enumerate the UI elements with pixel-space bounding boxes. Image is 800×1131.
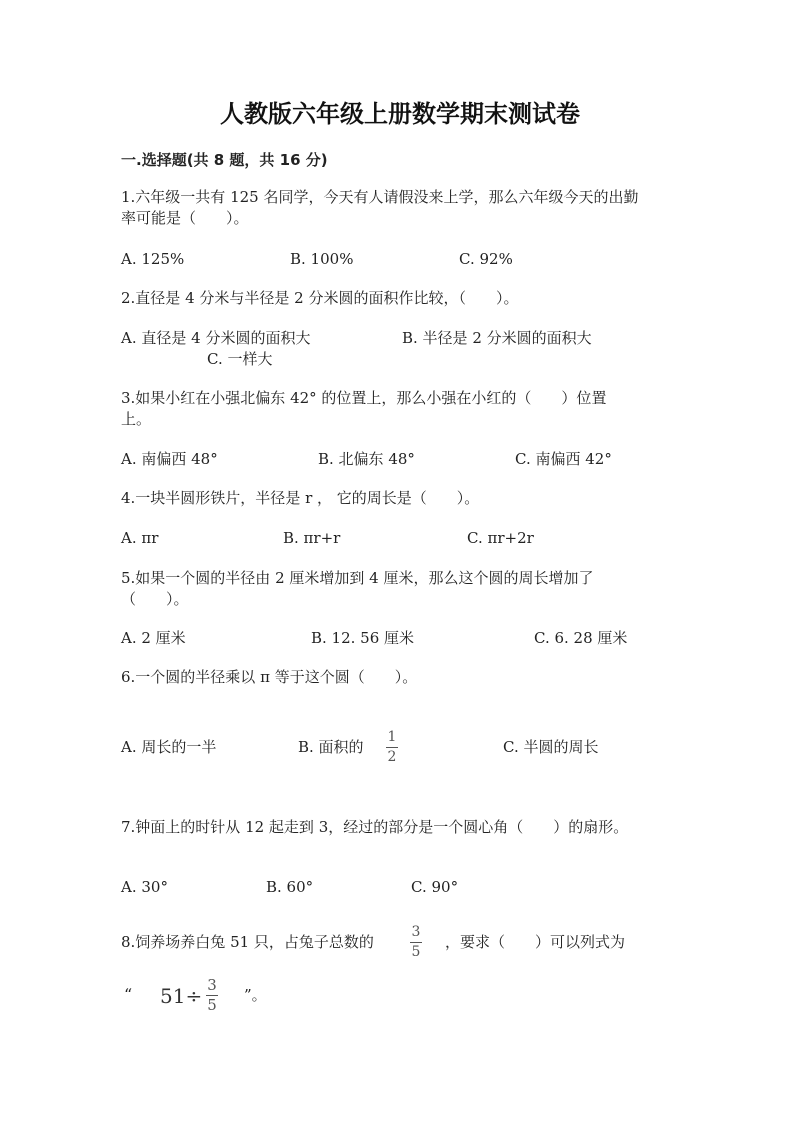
- question-7-option-a: A. 30°: [121, 878, 168, 896]
- fraction-bar: [410, 942, 422, 943]
- question-3-option-b: B. 北偏东 48°: [318, 450, 415, 468]
- question-4-option-c: C. πr+2r: [467, 529, 534, 547]
- question-3-option-c: C. 南偏西 42°: [515, 450, 612, 468]
- fraction-numerator: 3: [207, 976, 217, 994]
- question-8-close-quote: ”。: [244, 986, 267, 1004]
- page-title: 人教版六年级上册数学期末测试卷: [220, 100, 580, 128]
- question-3-line-2: 上。: [121, 410, 152, 428]
- question-5-option-c: C. 6. 28 厘米: [534, 629, 628, 647]
- question-1-option-b: B. 100%: [290, 250, 354, 268]
- question-8-text-after: ，要求（ ）可以列式为: [445, 933, 626, 951]
- question-8-fraction: [408, 924, 424, 961]
- fraction-denominator: 5: [207, 996, 217, 1014]
- question-2-option-b: B. 半径是 2 分米圆的面积大: [402, 329, 592, 347]
- question-2-option-c: C. 一样大: [207, 350, 273, 368]
- fraction-numerator: 1: [387, 729, 397, 745]
- question-6-fraction: [384, 729, 400, 766]
- question-8-expression: 51÷: [160, 984, 203, 1008]
- question-4-option-a: A. πr: [121, 529, 159, 547]
- question-6-option-a: A. 周长的一半: [121, 738, 217, 756]
- question-5-line-1: 5.如果一个圆的半径由 2 厘米增加到 4 厘米，那么这个圆的周长增加了: [121, 569, 594, 587]
- question-1-line-1: 1.六年级一共有 125 名同学，今天有人请假没来上学，那么六年级今天的出勤: [121, 188, 639, 206]
- fraction-denominator: 5: [411, 944, 421, 960]
- question-1-line-2: 率可能是（ ）。: [121, 209, 249, 227]
- question-8-open-quote: “: [124, 985, 133, 1004]
- question-3-line-1: 3.如果小红在小强北偏东 42° 的位置上，那么小强在小红的（ ）位置: [121, 389, 607, 407]
- question-6-option-c: C. 半圆的周长: [503, 738, 599, 756]
- question-2-text: 2.直径是 4 分米与半径是 2 分米圆的面积作比较，（ ）。: [121, 289, 519, 307]
- question-4-option-b: B. πr+r: [283, 529, 341, 547]
- question-7-option-c: C. 90°: [411, 878, 459, 896]
- question-5-option-b: B. 12. 56 厘米: [311, 629, 415, 647]
- section-heading: 一.选择题(共 8 题，共 16 分): [121, 151, 328, 169]
- fraction-bar: [386, 747, 398, 748]
- question-8-text-before: 8.饲养场养白兔 51 只，占兔子总数的: [121, 933, 374, 951]
- question-8-expression-fraction: [204, 977, 220, 1014]
- question-2-option-a: A. 直径是 4 分米圆的面积大: [121, 329, 311, 347]
- question-4-text: 4.一块半圆形铁片，半径是 r ， 它的周长是（ ）。: [121, 489, 480, 507]
- question-5-line-2: （ ）。: [121, 590, 189, 608]
- question-7-option-b: B. 60°: [266, 878, 314, 896]
- question-7-text: 7.钟面上的时针从 12 起走到 3，经过的部分是一个圆心角（ ）的扇形。: [121, 818, 629, 836]
- question-3-option-a: A. 南偏西 48°: [121, 450, 218, 468]
- question-1-option-a: A. 125%: [121, 250, 185, 268]
- fraction-numerator: 3: [411, 924, 421, 940]
- fraction-denominator: 2: [387, 749, 397, 765]
- question-5-option-a: A. 2 厘米: [121, 629, 186, 647]
- question-6-text: 6.一个圆的半径乘以 π 等于这个圆（ ）。: [121, 668, 418, 686]
- question-6-option-b: B. 面积的: [298, 738, 364, 756]
- question-1-option-c: C. 92%: [459, 250, 513, 268]
